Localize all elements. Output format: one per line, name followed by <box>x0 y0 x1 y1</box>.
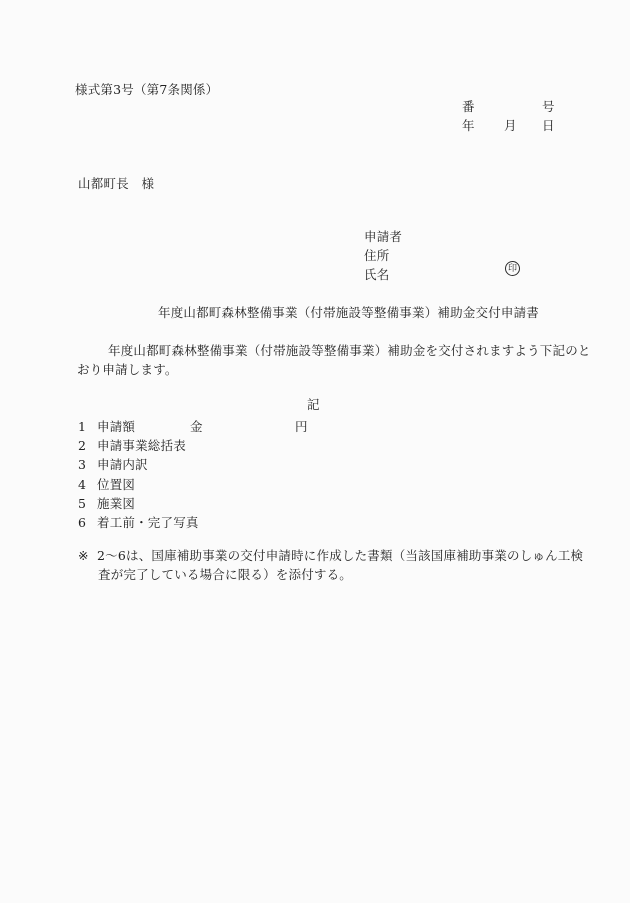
date-year-label: 年 <box>462 118 475 133</box>
body-line-1: 年度山都町森林整備事業（付帯施設等整備事業）補助金を交付されますよう下記のと <box>108 343 591 358</box>
amount-unit: 円 <box>295 419 308 434</box>
date-day-label: 日 <box>542 118 555 133</box>
doc-number-unit: 号 <box>542 99 555 114</box>
list-item-label: 申請事業総括表 <box>97 438 186 453</box>
list-item-number: 1 <box>78 419 87 434</box>
list-item-number: 3 <box>78 457 87 472</box>
list-item-number: 5 <box>78 496 87 511</box>
note-line-1: 2～6は、国庫補助事業の交付申請時に作成した書類（当該国庫補助事業のしゅん工検 <box>97 548 584 563</box>
document-title: 年度山都町森林整備事業（付帯施設等整備事業）補助金交付申請書 <box>158 305 540 320</box>
amount-prefix: 金 <box>190 419 203 434</box>
list-item-label: 施業図 <box>97 496 136 511</box>
list-item-label: 着工前・完了写真 <box>97 515 199 530</box>
applicant-label: 申請者 <box>364 229 403 244</box>
note-mark: ※ <box>78 548 89 563</box>
list-item-label: 申請内訳 <box>97 457 148 472</box>
list-item-label: 申請額 <box>97 419 136 434</box>
list-item-number: 4 <box>78 477 87 492</box>
address-label: 住所 <box>364 248 390 263</box>
body-line-2: おり申請します。 <box>77 362 178 377</box>
list-item-label: 位置図 <box>97 477 136 492</box>
form-number: 様式第3号（第7条関係） <box>75 82 219 97</box>
name-label: 氏名 <box>364 267 390 282</box>
seal-mark-icon: 印 <box>505 261 520 276</box>
note-line-2: 査が完了している場合に限る）を添付する。 <box>98 567 353 582</box>
addressee: 山都町長 様 <box>78 176 155 191</box>
list-header: 記 <box>307 397 320 412</box>
list-item-number: 2 <box>78 438 87 453</box>
date-month-label: 月 <box>504 118 517 133</box>
doc-number-label: 番 <box>462 99 475 114</box>
list-item-number: 6 <box>78 515 87 530</box>
